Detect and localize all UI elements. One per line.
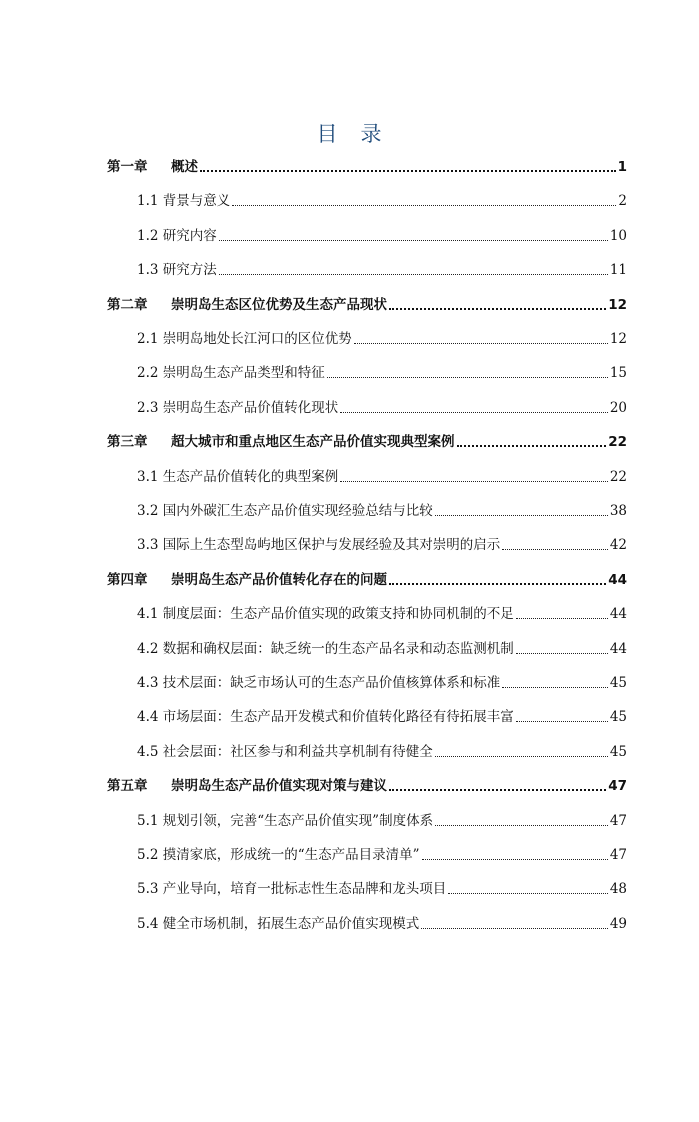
toc-page-number: 45 (609, 743, 627, 760)
toc-page-number: 22 (609, 468, 627, 485)
toc-entry-text: 4.1 制度层面：生态产品价值实现的政策支持和协同机制的不足 (137, 606, 514, 623)
toc-entry-text: 3.1 生态产品价值转化的典型案例 (137, 468, 339, 485)
toc-entry-text: 4.5 社会层面：社区参与和利益共享机制有待健全 (137, 743, 433, 760)
toc-entry-text: 崇明岛生态产品价值实现对策与建议 (171, 778, 387, 795)
toc-entry-label (107, 294, 387, 316)
toc-section-entry[interactable] (137, 500, 627, 522)
toc-page-number: 47 (609, 812, 627, 829)
toc-page-number: 44 (608, 571, 627, 588)
toc-entry-label (137, 741, 433, 763)
toc-section-entry[interactable] (137, 259, 627, 281)
toc-entry-text: 2.2 崇明岛生态产品类型和特征 (137, 365, 325, 382)
dot-leader (516, 706, 608, 728)
toc-page-number: 12 (608, 296, 627, 313)
dot-leader (219, 225, 608, 247)
toc-page-number: 47 (608, 778, 627, 795)
chapter-number: 第四章 (107, 571, 148, 588)
toc-chapter-entry[interactable] (107, 569, 627, 591)
toc-section-entry[interactable] (137, 603, 627, 625)
toc-entry-label (137, 466, 338, 488)
toc-entry-text: 3.3 国际上生态型岛屿地区保护与发展经验及其对崇明的启示 (137, 537, 501, 554)
toc-entry-text: 崇明岛生态区位优势及生态产品现状 (171, 296, 387, 313)
dot-leader (448, 878, 608, 900)
dot-leader (340, 466, 608, 488)
toc-entry-label (107, 431, 455, 453)
dot-leader (435, 741, 608, 763)
toc-page-number: 11 (609, 262, 627, 279)
toc-entry-label (137, 397, 338, 419)
dot-leader (502, 534, 608, 556)
toc-page-number: 12 (609, 331, 627, 347)
dot-leader (516, 638, 608, 660)
chapter-number: 第二章 (107, 296, 148, 313)
toc-page-number: 45 (609, 675, 627, 691)
toc-page-number: 20 (609, 399, 627, 416)
toc-page-number: 47 (609, 847, 627, 863)
toc-entry-label (137, 259, 217, 281)
toc-section-entry[interactable] (137, 466, 627, 488)
toc-entry-text: 1.1 背景与意义 (137, 193, 231, 210)
dot-leader (516, 603, 608, 625)
dot-leader (219, 259, 608, 281)
toc-entry-text: 4.3 技术层面：缺乏市场认可的生态产品价值核算体系和标准 (137, 675, 501, 691)
toc-chapter-entry[interactable] (107, 431, 627, 453)
toc-section-entry[interactable] (137, 534, 627, 556)
chapter-number: 第一章 (107, 159, 148, 175)
dot-leader (200, 156, 616, 178)
toc-entry-label (137, 362, 325, 384)
toc-page-number: 44 (609, 640, 627, 657)
toc-page-number: 2 (618, 193, 627, 210)
dot-leader (232, 190, 616, 212)
toc-entry-label (137, 225, 217, 247)
toc-entry-text: 5.4 健全市场机制，拓展生态产品价值实现模式 (137, 915, 420, 932)
chapter-number: 第五章 (107, 778, 148, 795)
toc-entry-text: 3.2 国内外碳汇生态产品价值实现经验总结与比较 (137, 503, 433, 519)
toc-entry-text: 概述 (171, 159, 198, 175)
toc-entry-label (137, 638, 514, 660)
toc-entry-text: 1.3 研究方法 (137, 262, 217, 279)
dot-leader (327, 362, 608, 384)
toc-entry-label (137, 810, 433, 832)
toc-entry-text: 2.1 崇明岛地处长江河口的区位优势 (137, 331, 352, 347)
toc-entry-label (137, 534, 500, 556)
toc-entry-text: 崇明岛生态产品价值转化存在的问题 (171, 571, 387, 588)
toc-entry-text: 4.4 市场层面：生态产品开发模式和价值转化路径有待拓展丰富 (137, 709, 514, 726)
page-title: 目 录 (316, 122, 383, 146)
toc-entry-label (137, 500, 433, 522)
dot-leader (389, 775, 606, 797)
dot-leader (502, 672, 608, 694)
chapter-number: 第三章 (107, 434, 148, 451)
toc-entry-label (137, 844, 420, 866)
toc-entry-text: 超大城市和重点地区生态产品价值实现典型案例 (171, 434, 455, 451)
toc-section-entry[interactable] (137, 706, 627, 728)
toc-section-entry[interactable] (137, 362, 627, 384)
toc-page-number: 22 (608, 434, 627, 451)
dot-leader (422, 844, 608, 866)
dot-leader (435, 500, 608, 522)
toc-page-number: 49 (609, 915, 627, 932)
toc-section-entry[interactable] (137, 844, 627, 866)
toc-page-number: 10 (609, 227, 627, 244)
dot-leader (421, 913, 608, 935)
toc-entry-label (107, 775, 387, 797)
toc-entry-label (137, 913, 419, 935)
toc-section-entry[interactable] (137, 225, 627, 247)
toc-page-number: 48 (609, 881, 627, 898)
toc-section-entry[interactable] (137, 810, 627, 832)
toc-entry-label (137, 878, 446, 900)
toc-section-entry[interactable] (137, 741, 627, 763)
dot-leader (389, 294, 606, 316)
toc-page-number: 1 (617, 159, 627, 175)
toc-section-entry[interactable] (137, 397, 627, 419)
toc-entry-label (107, 569, 387, 591)
toc-entry-text: 4.2 数据和确权层面：缺乏统一的生态产品名录和动态监测机制 (137, 640, 514, 657)
toc-entry-text: 5.2 摸清家底，形成统一的“生态产品目录清单” (137, 847, 420, 863)
toc-section-entry[interactable] (137, 878, 627, 900)
toc-entry-label (137, 190, 230, 212)
toc-page-number: 45 (609, 709, 627, 726)
toc-section-entry[interactable] (137, 328, 627, 350)
dot-leader (435, 810, 608, 832)
toc-page-number: 15 (609, 365, 627, 382)
dot-leader (457, 431, 607, 453)
toc-entry-label (137, 672, 500, 694)
toc-page-number: 38 (609, 503, 627, 519)
dot-leader (389, 569, 606, 591)
toc-section-entry[interactable] (137, 638, 627, 660)
toc-page-number: 44 (609, 606, 627, 623)
toc-entry-text: 5.1 规划引领，完善“生态产品价值实现”制度体系 (137, 812, 434, 829)
dot-leader (354, 328, 608, 350)
toc-entry-label (137, 603, 514, 625)
toc-entry-text: 2.3 崇明岛生态产品价值转化现状 (137, 399, 339, 416)
toc-entry-text: 1.2 研究内容 (137, 227, 217, 244)
toc-section-entry[interactable] (137, 913, 627, 935)
toc-chapter-entry[interactable] (107, 294, 627, 316)
toc-entry-label (137, 706, 514, 728)
toc-chapter-entry[interactable] (107, 156, 627, 178)
toc-section-entry[interactable] (137, 672, 627, 694)
dot-leader (340, 397, 608, 419)
toc-entry-text: 5.3 产业导向，培育一批标志性生态品牌和龙头项目 (137, 881, 447, 898)
toc-section-entry[interactable] (137, 190, 627, 212)
toc-chapter-entry[interactable] (107, 775, 627, 797)
toc-entry-label (137, 328, 352, 350)
toc-entry-label (107, 156, 198, 178)
toc-page-number: 42 (609, 537, 627, 554)
